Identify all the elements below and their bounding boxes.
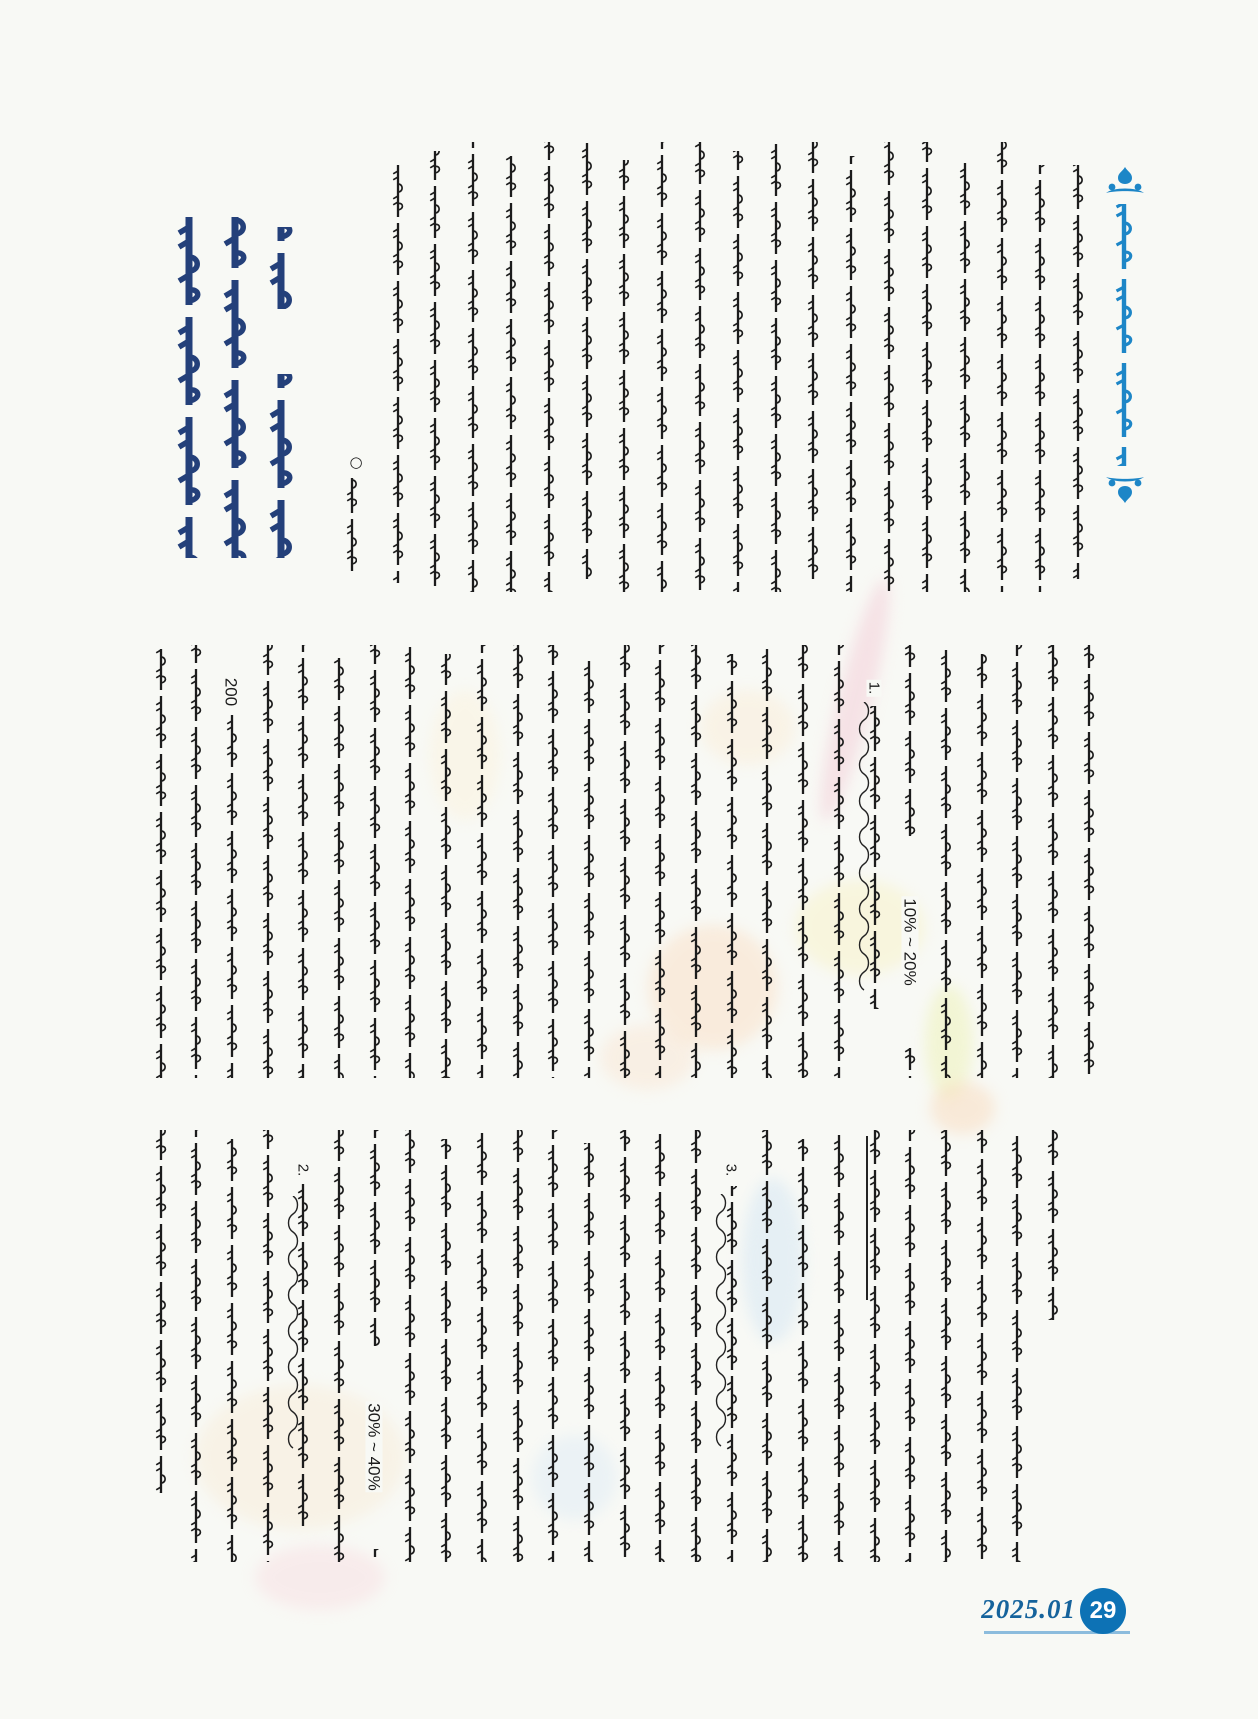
mongolian-text-column xyxy=(367,1549,382,1562)
mongolian-text-column xyxy=(688,645,703,1078)
issue-date: 2025.01 xyxy=(981,1594,1076,1624)
mongolian-text-column xyxy=(1070,165,1085,579)
mongolian-text-column xyxy=(902,1130,917,1562)
mongolian-text-column xyxy=(795,1139,810,1562)
mongolian-text-column xyxy=(617,645,632,1078)
mongolian-text-column xyxy=(1045,1130,1060,1320)
inline-number-label: 200 xyxy=(221,677,241,707)
mongolian-text-column xyxy=(957,160,972,592)
mongolian-text-column xyxy=(652,645,667,1078)
masthead-text-column xyxy=(1108,204,1140,466)
mongolian-text-column xyxy=(938,1130,953,1562)
mongolian-text-column xyxy=(402,645,417,1078)
mongolian-text-column xyxy=(1009,1130,1024,1562)
mongolian-text-column xyxy=(541,142,556,592)
section-heading-wave xyxy=(858,702,870,994)
author-byline-column xyxy=(344,478,357,572)
mongolian-text-column xyxy=(188,1130,203,1562)
section-number: 1. xyxy=(865,681,883,695)
emphasis-rule xyxy=(866,1136,868,1300)
mongolian-text-column xyxy=(581,1143,596,1562)
mongolian-text-column xyxy=(260,645,275,1078)
mongolian-text-column xyxy=(759,645,774,1078)
mongolian-text-column xyxy=(1009,645,1024,1078)
mongolian-text-column xyxy=(427,151,442,592)
mongolian-text-column xyxy=(759,1130,774,1562)
author-bullet: ○ xyxy=(349,453,363,471)
mongolian-text-column xyxy=(867,1130,882,1562)
mongolian-text-column xyxy=(153,1130,168,1493)
mongolian-text-column xyxy=(367,1130,382,1346)
mongolian-text-column xyxy=(465,142,480,592)
section-number: 2. xyxy=(294,1163,312,1177)
mongolian-text-column xyxy=(688,1130,703,1562)
mongolian-text-column xyxy=(902,1048,917,1078)
mongolian-text-column xyxy=(831,645,846,1078)
mongolian-text-column xyxy=(652,1130,667,1562)
page-number: 29 xyxy=(1089,1597,1117,1624)
section-number: 3. xyxy=(722,1163,740,1177)
mongolian-text-column xyxy=(831,1130,846,1562)
background-artwork xyxy=(600,1025,695,1090)
mongolian-text-column xyxy=(474,645,489,1078)
mongolian-text-column xyxy=(581,658,596,1078)
page-number-badge xyxy=(1080,1588,1126,1634)
mongolian-text-column xyxy=(331,1130,346,1562)
mongolian-text-column xyxy=(510,1130,525,1562)
mongolian-text-column xyxy=(730,151,745,592)
background-artwork xyxy=(700,690,795,765)
mongolian-text-column xyxy=(974,654,989,1078)
mongolian-text-column xyxy=(188,645,203,1078)
mongolian-text-column xyxy=(902,645,917,836)
mongolian-text-column xyxy=(224,714,239,1078)
mongolian-text-column xyxy=(474,1130,489,1562)
mongolian-text-column xyxy=(260,1130,275,1562)
mongolian-text-column xyxy=(881,142,896,592)
mongolian-text-column xyxy=(617,1130,632,1562)
article-title-column xyxy=(218,217,251,558)
masthead-ornament-bottom xyxy=(1103,474,1147,504)
mongolian-text-column xyxy=(994,142,1009,592)
mongolian-text-column xyxy=(724,654,739,1078)
mongolian-text-column xyxy=(390,165,405,584)
article-title-column xyxy=(172,217,205,558)
mongolian-text-column xyxy=(545,645,560,1078)
mongolian-text-column xyxy=(654,142,669,592)
mongolian-text-column xyxy=(503,156,518,593)
mongolian-text-column xyxy=(331,658,346,1078)
mongolian-text-column xyxy=(1032,165,1047,593)
mongolian-text-column xyxy=(438,654,453,1078)
inline-number-label: 10% ~ 20% xyxy=(900,898,920,986)
mongolian-text-column xyxy=(938,645,953,1078)
mongolian-text-column xyxy=(438,1139,453,1562)
mongolian-text-column xyxy=(510,645,525,1078)
mongolian-text-column xyxy=(692,142,707,592)
section-heading-wave xyxy=(715,1194,727,1464)
mongolian-text-column xyxy=(224,1139,239,1562)
mongolian-text-column xyxy=(367,645,382,1078)
mongolian-text-column xyxy=(805,142,820,583)
background-artwork xyxy=(930,1082,995,1134)
mongolian-text-column xyxy=(579,142,594,579)
section-heading-wave xyxy=(287,1196,299,1484)
inline-number-label: 30% ~ 40% xyxy=(364,1403,384,1491)
mongolian-text-column xyxy=(919,142,934,592)
mongolian-text-column xyxy=(795,645,810,1078)
article-title-column xyxy=(264,227,297,309)
mongolian-text-column xyxy=(616,160,631,592)
mongolian-text-column xyxy=(402,1130,417,1562)
mongolian-text-column xyxy=(545,1130,560,1562)
mongolian-text-column xyxy=(1081,645,1096,1078)
background-artwork xyxy=(808,575,901,826)
mongolian-text-column xyxy=(974,1130,989,1562)
masthead-ornament-top xyxy=(1103,166,1147,196)
mongolian-text-column xyxy=(295,645,310,1078)
mongolian-text-column xyxy=(1045,645,1060,1078)
mongolian-text-column xyxy=(843,156,858,593)
mongolian-text-column xyxy=(768,142,783,592)
article-title-column xyxy=(264,374,297,558)
mongolian-text-column xyxy=(153,649,168,1078)
